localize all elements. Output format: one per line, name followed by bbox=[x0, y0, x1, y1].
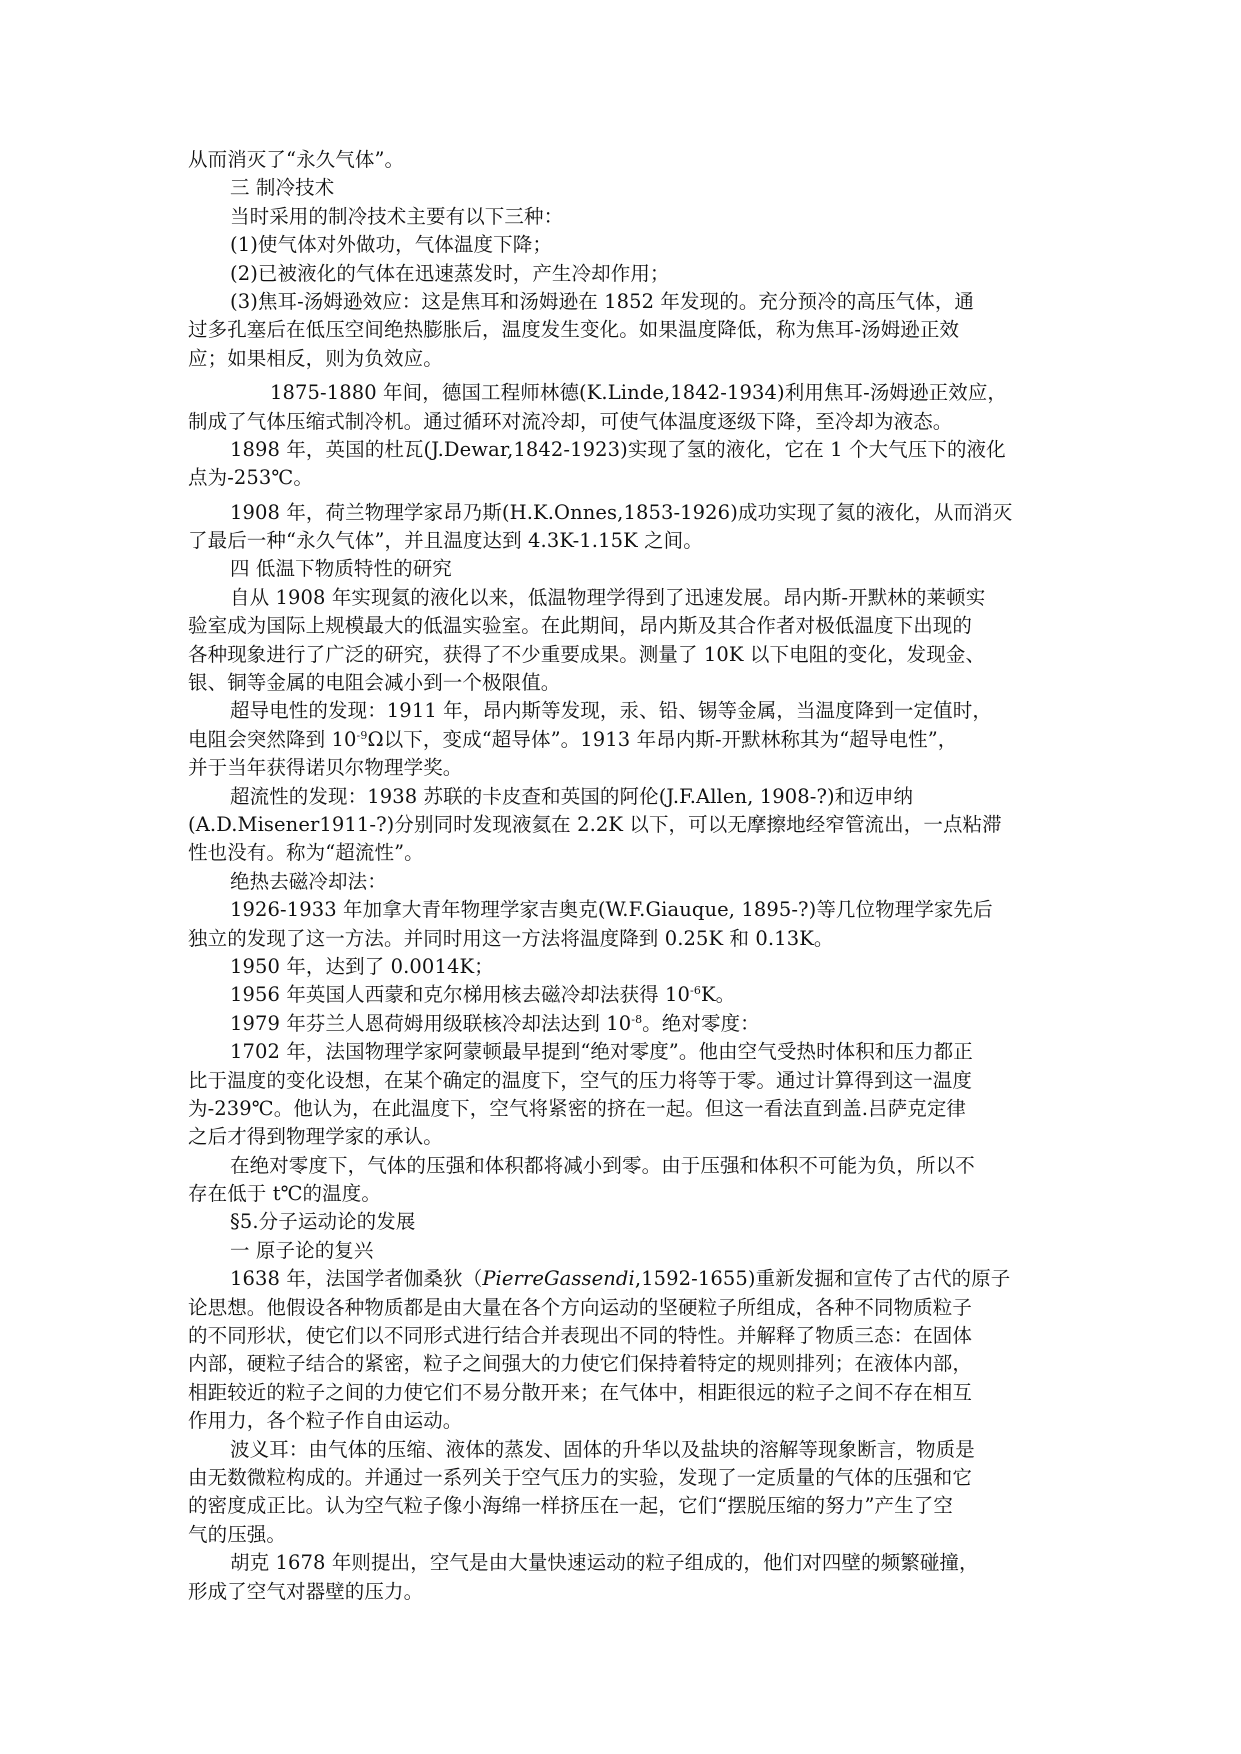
text-line bbox=[188, 1180, 1058, 1208]
line-text: 相距较近的粒子之间的力使它们不易分散开来；在气体中，相距很远的粒子之间不存在相互 bbox=[188, 1380, 973, 1404]
line-text: 过多孔塞后在低压空间绝热膨胀后，温度发生变化。如果温度降低，称为焦耳-汤姆逊正效 bbox=[188, 318, 960, 342]
line-text: 的不同形状，使它们以不同形式进行结合并表现出不同的特性。并解释了物质三态：在固体 bbox=[188, 1324, 973, 1348]
text-line bbox=[188, 203, 1058, 231]
line-text-continued: Ω以下，变成“超导体”。1913 年昂内斯-开默林称其为“超导电性”， bbox=[367, 727, 958, 751]
line-text: (A.D.Misener1911-?)分别同时发现液氦在 2.2K 以下，可以无摩擦地经窄管流出，一点粘滞 bbox=[188, 812, 1002, 836]
line-text: 并于当年获得诺贝尔物理学奖。 bbox=[188, 756, 463, 780]
line-text: 内部，硬粒子结合的紧密，粒子之间强大的力使它们保持着特定的规则排列；在液体内部， bbox=[188, 1352, 973, 1376]
line-text: 从而消灭了“永久气体”。 bbox=[188, 148, 405, 171]
text-line bbox=[188, 1578, 1058, 1606]
line-text: 了最后一种“永久气体”，并且温度达到 4.3K-1.15K 之间。 bbox=[188, 529, 703, 553]
line-text: 超导电性的发现：1911 年，昂内斯等发现，汞、铅、锡等金属，当温度降到一定值时， bbox=[230, 699, 992, 723]
line-text: 论思想。他假设各种物质都是由大量在各个方向运动的坚硬粒子所组成，各种不同物质粒子 bbox=[188, 1295, 973, 1319]
line-text: 1702 年，法国物理学家阿蒙顿最早提到“绝对零度”。他由空气受热时体积和压力都正 bbox=[230, 1040, 973, 1064]
line-text: 三 制冷技术 bbox=[230, 176, 335, 200]
text-line bbox=[188, 1294, 1058, 1322]
text-line bbox=[188, 1237, 1058, 1265]
text-line bbox=[188, 1379, 1058, 1407]
line-text: 应；如果相反，则为负效应。 bbox=[188, 346, 443, 370]
text-line bbox=[188, 231, 1058, 259]
text-line bbox=[188, 1492, 1058, 1520]
line-text: 制成了气体压缩式制冷机。通过循环对流冷却，可使气体温度逐级下降，至冷却为液态。 bbox=[188, 409, 953, 433]
text-line bbox=[188, 436, 1058, 464]
line-text: 由无数微粒构成的。并通过一系列关于空气压力的实验，发现了一定质量的气体的压强和它 bbox=[188, 1465, 973, 1489]
text-line bbox=[188, 1322, 1058, 1350]
text-line bbox=[188, 839, 1058, 867]
text-line bbox=[188, 697, 1058, 725]
line-text: 独立的发现了这一方法。并同时用这一方法将温度降到 0.25K 和 0.13K。 bbox=[188, 926, 834, 950]
line-text: 波义耳：由气体的压缩、液体的蒸发、固体的升华以及盐块的溶解等现象断言，物质是 bbox=[230, 1437, 975, 1461]
text-line bbox=[188, 925, 1058, 953]
text-line bbox=[188, 260, 1058, 288]
line-text: 为-239℃。他认为，在此温度下，空气将紧密的挤在一起。但这一看法直到盖.吕萨克定律 bbox=[188, 1096, 967, 1120]
text-line bbox=[188, 1095, 1058, 1123]
line-text: 胡克 1678 年则提出，空气是由大量快速运动的粒子组成的，他们对四壁的频繁碰撞， bbox=[230, 1551, 979, 1575]
text-line bbox=[188, 316, 1058, 344]
line-text: 气的压强。 bbox=[188, 1522, 287, 1546]
line-text: 验室成为国际上规模最大的低温实验室。在此期间，昂内斯及其合作者对极低温度下出现的 bbox=[188, 614, 973, 638]
line-text: 1956 年英国人西蒙和克尔梯用核去磁冷却法获得 10 bbox=[230, 983, 691, 1007]
line-text: 当时采用的制冷技术主要有以下三种： bbox=[230, 204, 564, 228]
text-line bbox=[188, 174, 1058, 202]
line-text: 电阻会突然降到 10 bbox=[188, 727, 357, 751]
text-line bbox=[188, 1038, 1058, 1066]
text-line bbox=[188, 1521, 1058, 1549]
line-text: (3)焦耳-汤姆逊效应：这是焦耳和汤姆逊在 1852 年发现的。充分预冷的高压气体，通 bbox=[230, 289, 975, 313]
line-text: 形成了空气对器壁的压力。 bbox=[188, 1579, 424, 1603]
text-line bbox=[188, 1407, 1058, 1435]
line-text: 比于温度的变化设想，在某个确定的温度下，空气的压力将等于零。通过计算得到这一温度 bbox=[188, 1068, 973, 1092]
line-text: 四 低温下物质特性的研究 bbox=[230, 557, 452, 581]
line-text-continued: 。绝对零度： bbox=[642, 1011, 760, 1035]
text-line bbox=[188, 1152, 1058, 1180]
text-line bbox=[188, 408, 1058, 436]
text-line bbox=[188, 499, 1058, 527]
superscript: -8 bbox=[631, 1012, 643, 1026]
line-text: 自从 1908 年实现氦的液化以来，低温物理学得到了迅速发展。昂内斯-开默林的莱顿实 bbox=[230, 585, 986, 609]
text-line bbox=[188, 726, 1058, 754]
line-text: 1875-1880 年间，德国工程师林德(K.Linde,1842-1934)利用焦耳-汤姆逊正效应， bbox=[270, 381, 1008, 405]
text-line bbox=[188, 1350, 1058, 1378]
line-text: §5.分子运动论的发展 bbox=[230, 1210, 416, 1234]
text-line bbox=[188, 288, 1058, 316]
document-page bbox=[188, 146, 1058, 1606]
text-line bbox=[188, 612, 1058, 640]
superscript: -9 bbox=[356, 728, 368, 742]
text-line bbox=[188, 783, 1058, 811]
line-text: 银、铜等金属的电阻会减小到一个极限值。 bbox=[188, 671, 561, 695]
line-text: 绝热去磁冷却法： bbox=[230, 869, 387, 893]
text-line bbox=[188, 1265, 1058, 1293]
line-text: 的密度成正比。认为空气粒子像小海绵一样挤压在一起，它们“摆脱压缩的努力”产生了空 bbox=[188, 1494, 953, 1518]
italic-name: PierreGassendi bbox=[482, 1267, 635, 1291]
line-text: 之后才得到物理学家的承认。 bbox=[188, 1125, 443, 1149]
line-text: 一 原子论的复兴 bbox=[230, 1238, 374, 1262]
text-line bbox=[188, 1549, 1058, 1577]
line-text: (2)已被液化的气体在迅速蒸发时，产生冷却作用； bbox=[230, 261, 670, 285]
text-line bbox=[188, 1123, 1058, 1151]
text-line bbox=[188, 953, 1058, 981]
line-text-continued: ,1592-1655)重新发掘和宣传了古代的原子 bbox=[634, 1267, 1011, 1291]
line-text: 性也没有。称为“超流性”。 bbox=[188, 841, 424, 865]
line-text: 1908 年，荷兰物理学家昂乃斯(H.K.Onnes,1853-1926)成功实现了氦的液化，从而消灭 bbox=[230, 500, 1013, 524]
text-line bbox=[188, 555, 1058, 583]
superscript: -6 bbox=[690, 984, 701, 998]
line-text: 各种现象进行了广泛的研究，获得了不少重要成果。测量了 10K 以下电阻的变化，发现金、 bbox=[188, 642, 986, 666]
text-line bbox=[188, 1010, 1058, 1038]
text-line bbox=[188, 584, 1058, 612]
text-line bbox=[188, 1436, 1058, 1464]
text-line bbox=[188, 1208, 1058, 1236]
text-line bbox=[188, 868, 1058, 896]
text-line bbox=[188, 811, 1058, 839]
line-text: 1950 年，达到了 0.0014K； bbox=[230, 954, 494, 978]
text-line bbox=[188, 527, 1058, 555]
line-text: 存在低于 t℃的温度。 bbox=[188, 1182, 381, 1206]
line-text: (1)使气体对外做功，气体温度下降； bbox=[230, 233, 552, 257]
line-text: 1638 年，法国学者伽桑狄（ bbox=[230, 1267, 483, 1291]
line-text: 超流性的发现：1938 苏联的卡皮查和英国的阿伦(J.F.Allen, 1908-?)和迈申纳 bbox=[230, 784, 914, 808]
line-text: 点为-253℃。 bbox=[188, 466, 313, 490]
line-text: 1898 年，英国的杜瓦(J.Dewar,1842-1923)实现了氢的液化，它在 1 个大气压下的液化 bbox=[230, 437, 1006, 461]
line-text-continued: K。 bbox=[700, 983, 736, 1007]
text-line bbox=[188, 669, 1058, 697]
text-line bbox=[188, 981, 1058, 1009]
text-line bbox=[188, 464, 1058, 492]
text-line bbox=[188, 379, 1058, 407]
text-line bbox=[188, 896, 1058, 924]
text-line bbox=[188, 1067, 1058, 1095]
text-line bbox=[188, 146, 1058, 174]
text-line bbox=[188, 754, 1058, 782]
line-text: 1926-1933 年加拿大青年物理学家吉奥克(W.F.Giauque, 1895-?)等几位物理学家先后 bbox=[230, 898, 993, 922]
line-text: 在绝对零度下，气体的压强和体积都将减小到零。由于压强和体积不可能为负，所以不 bbox=[230, 1153, 975, 1177]
line-text: 作用力，各个粒子作自由运动。 bbox=[188, 1409, 463, 1433]
line-text: 1979 年芬兰人恩荷姆用级联核冷却法达到 10 bbox=[230, 1011, 632, 1035]
text-line bbox=[188, 641, 1058, 669]
text-line bbox=[188, 1464, 1058, 1492]
text-line bbox=[188, 345, 1058, 373]
